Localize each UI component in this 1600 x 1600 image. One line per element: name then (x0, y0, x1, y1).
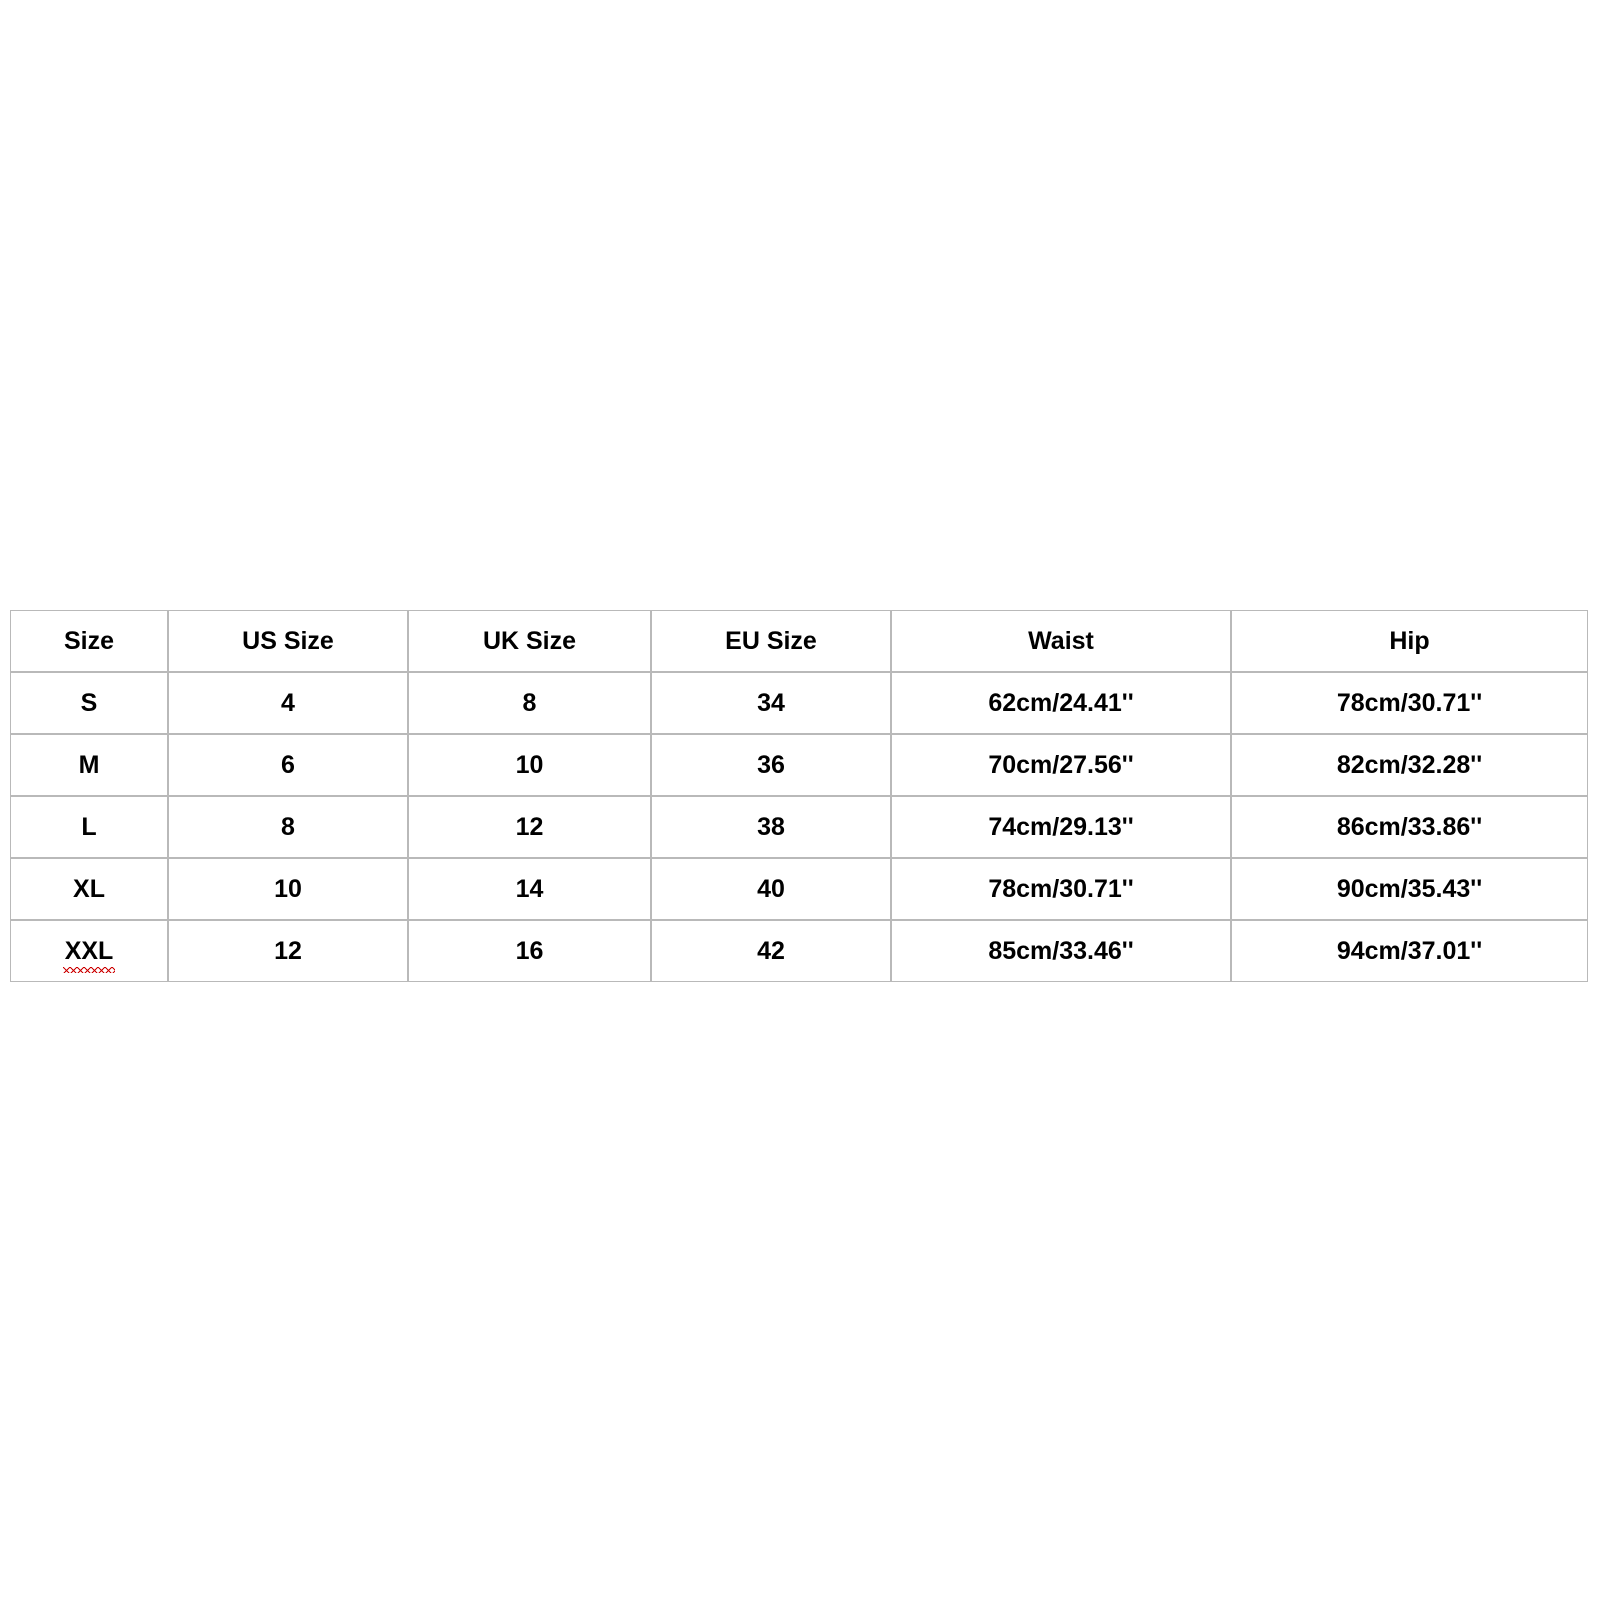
cell-us-size: 10 (168, 858, 408, 920)
cell-hip: 82cm/32.28'' (1231, 734, 1588, 796)
cell-waist: 70cm/27.56'' (891, 734, 1231, 796)
column-header-waist: Waist (891, 610, 1231, 672)
cell-waist: 62cm/24.41'' (891, 672, 1231, 734)
cell-size: S (10, 672, 168, 734)
cell-eu-size: 34 (651, 672, 891, 734)
cell-uk-size: 8 (408, 672, 651, 734)
cell-waist: 85cm/33.46'' (891, 920, 1231, 982)
column-header-size: Size (10, 610, 168, 672)
cell-eu-size: 40 (651, 858, 891, 920)
cell-eu-size: 38 (651, 796, 891, 858)
cell-eu-size: 42 (651, 920, 891, 982)
column-header-us-size: US Size (168, 610, 408, 672)
table-row (10, 920, 1588, 982)
column-header-eu-size: EU Size (651, 610, 891, 672)
cell-waist: 78cm/30.71'' (891, 858, 1231, 920)
cell-hip: 94cm/37.01'' (1231, 920, 1588, 982)
cell-eu-size: 36 (651, 734, 891, 796)
cell-hip: 90cm/35.43'' (1231, 858, 1588, 920)
cell-size (10, 920, 168, 982)
cell-uk-size: 12 (408, 796, 651, 858)
cell-size: L (10, 796, 168, 858)
cell-us-size: 4 (168, 672, 408, 734)
table-row (10, 858, 1588, 920)
cell-size: XL (10, 858, 168, 920)
cell-us-size: 8 (168, 796, 408, 858)
column-header-uk-size: UK Size (408, 610, 651, 672)
cell-us-size: 12 (168, 920, 408, 982)
cell-uk-size: 10 (408, 734, 651, 796)
cell-uk-size: 16 (408, 920, 651, 982)
cell-size: M (10, 734, 168, 796)
cell-hip: 86cm/33.86'' (1231, 796, 1588, 858)
table-row (10, 734, 1588, 796)
size-chart-table (10, 610, 1588, 982)
table-row (10, 796, 1588, 858)
cell-size-label: XXL (64, 936, 114, 965)
cell-waist: 74cm/29.13'' (891, 796, 1231, 858)
cell-hip: 78cm/30.71'' (1231, 672, 1588, 734)
table-row (10, 672, 1588, 734)
cell-us-size: 6 (168, 734, 408, 796)
size-chart-container (10, 610, 1588, 982)
table-header-row (10, 610, 1588, 672)
column-header-hip: Hip (1231, 610, 1588, 672)
cell-uk-size: 14 (408, 858, 651, 920)
